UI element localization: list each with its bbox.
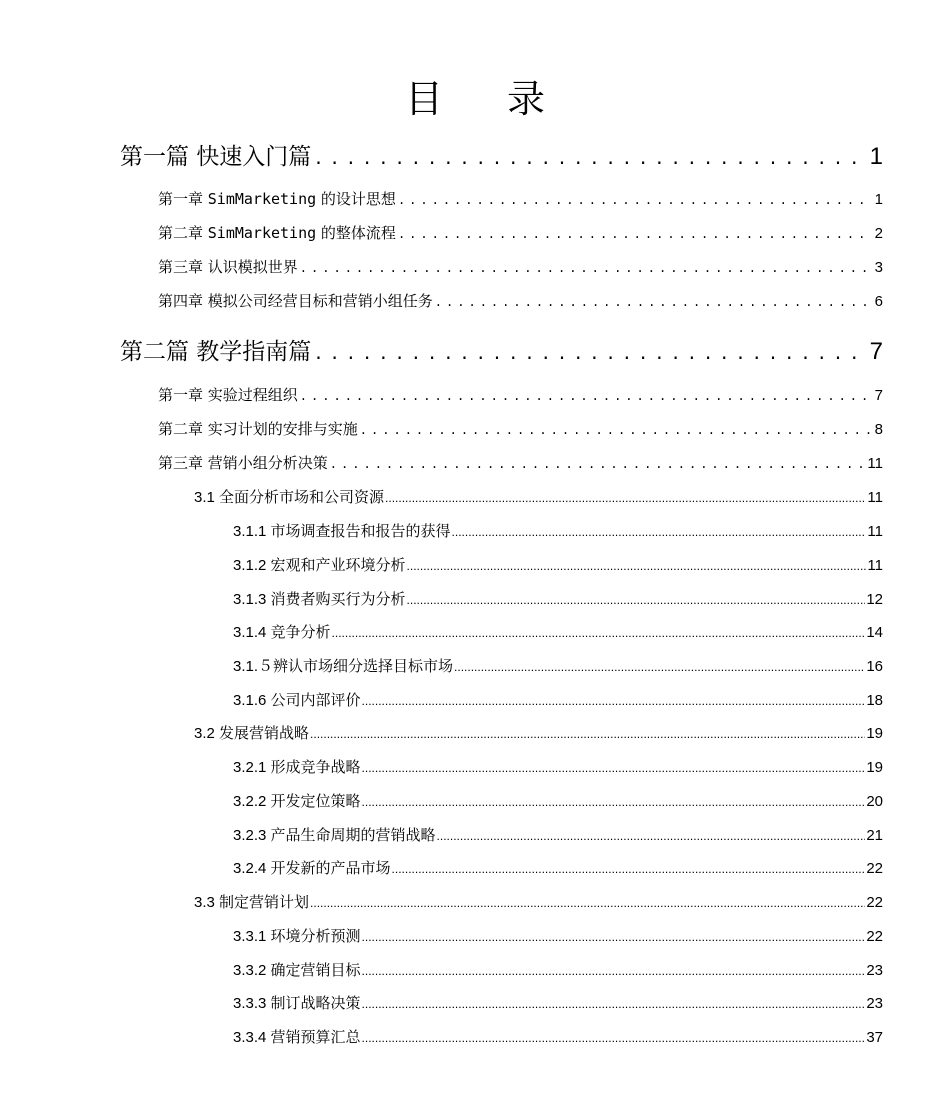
dot-leader	[360, 423, 872, 437]
dot-leader	[300, 389, 872, 403]
section-number: 3.3.4	[233, 1029, 271, 1046]
toc-subsection[interactable]	[233, 588, 883, 610]
section-title: 开发新的产品市场	[270, 859, 391, 877]
section-title: 产品生命周期的营销战略	[270, 826, 436, 844]
toc-subsection[interactable]	[233, 756, 883, 778]
toc-chapter-label	[158, 256, 298, 277]
dot-leader	[313, 344, 866, 364]
section-title: 公司内部评价	[270, 691, 361, 709]
toc-page-number: 22	[866, 928, 883, 945]
toc-page-number: 22	[866, 894, 883, 911]
chapter-title: 营销小组分析决策	[207, 454, 328, 472]
dot-leader	[362, 795, 866, 809]
toc-section-label	[233, 959, 361, 980]
toc-section-label	[233, 756, 361, 777]
section-title: 发展营销战略	[219, 724, 310, 742]
toc-page-number: 1	[874, 191, 883, 208]
toc-section-label	[233, 588, 406, 609]
chapter-prefix: 第三章	[158, 454, 208, 472]
chapter-title: 实习计划的安排与实施	[207, 420, 358, 438]
toc-page-number: 11	[867, 557, 883, 574]
toc-section-label	[194, 722, 309, 743]
section-number: 3.1.4	[233, 624, 271, 641]
chapter-prefix: 第一章	[158, 190, 208, 208]
title-char-right: 录	[507, 77, 546, 121]
toc-page-number: 22	[866, 860, 883, 877]
toc-chapter-label	[158, 290, 433, 311]
toc-page-number: 12	[866, 591, 883, 608]
dot-leader	[362, 964, 866, 978]
section-number: 3.1.6	[233, 692, 271, 709]
chapter-prefix: 第二章	[158, 224, 208, 242]
dot-leader	[407, 593, 866, 607]
section-number: 3.2.1	[233, 759, 271, 776]
dot-leader	[362, 761, 866, 775]
toc-page-number: 23	[866, 995, 883, 1012]
section-number: 3.1.2	[233, 557, 271, 574]
toc-page-number: 37	[866, 1029, 883, 1046]
page-title	[0, 68, 950, 123]
chapter-title: 认识模拟世界	[207, 258, 298, 276]
chapter-title: 的整体流程	[316, 224, 396, 242]
dot-leader	[407, 559, 867, 573]
toc-chapter-label	[158, 188, 396, 209]
section-number: 3.2	[194, 725, 220, 742]
section-number: 3.3.1	[233, 928, 271, 945]
dot-leader	[398, 227, 872, 241]
section-title: 确定营销目标	[270, 961, 361, 979]
toc-page-number: 7	[874, 387, 883, 404]
toc-subsection[interactable]	[233, 959, 883, 981]
toc-part-1[interactable]	[120, 138, 883, 170]
toc-chapter[interactable]	[158, 222, 883, 244]
dot-leader	[398, 193, 872, 207]
toc-page-number: 21	[866, 827, 883, 844]
dot-leader	[362, 930, 866, 944]
chapter-title: 模拟公司经营目标和营销小组任务	[207, 292, 433, 310]
section-title: 营销预算汇总	[270, 1028, 361, 1046]
toc-section-label	[233, 857, 391, 878]
section-title: 全面分析市场和公司资源	[219, 488, 385, 506]
toc-chapter[interactable]	[158, 290, 883, 312]
chapter-product-name: SimMarketing	[207, 190, 317, 208]
chapter-title: 实验过程组织	[207, 386, 298, 404]
section-number: 3.1.	[233, 658, 259, 675]
toc-section[interactable]	[194, 891, 883, 913]
toc-section-label	[233, 824, 436, 845]
toc-part-2[interactable]	[120, 333, 883, 365]
dot-leader	[313, 149, 866, 169]
section-number: 3.3.2	[233, 962, 271, 979]
toc-page-number: 11	[867, 455, 883, 472]
toc-section-label	[233, 520, 451, 541]
section-number: 3.2.3	[233, 827, 271, 844]
toc-section-label	[233, 655, 453, 676]
toc-section-label	[233, 790, 361, 811]
toc-chapter-label	[158, 452, 328, 473]
toc-chapter-label	[158, 222, 396, 243]
toc-page-number: 19	[866, 759, 883, 776]
toc-page-number: 1	[869, 143, 883, 170]
toc-section-label	[233, 689, 361, 710]
toc-page-number: 2	[874, 225, 883, 242]
toc-section-label	[233, 621, 331, 642]
chapter-prefix: 第二章	[158, 420, 208, 438]
toc-page-number: 7	[869, 338, 883, 365]
toc-subsection[interactable]	[233, 520, 883, 542]
chapter-prefix: 第一章	[158, 386, 208, 404]
toc-subsection[interactable]	[233, 925, 883, 947]
toc-subsection[interactable]	[233, 790, 883, 812]
toc-chapter-label	[158, 418, 358, 439]
toc-section-label	[233, 925, 361, 946]
dot-leader	[385, 491, 866, 505]
toc-section[interactable]	[194, 722, 883, 744]
title-char-left: 目	[404, 77, 443, 121]
section-title: 形成竞争战略	[270, 758, 361, 776]
toc-subsection[interactable]	[233, 621, 883, 643]
dot-leader	[310, 896, 865, 910]
toc-page-number: 11	[867, 523, 883, 540]
section-title: 宏观和产业环境分析	[270, 556, 406, 574]
dot-leader	[330, 457, 865, 471]
toc-page-number: 23	[866, 962, 883, 979]
section-number: 3.2.4	[233, 860, 271, 877]
section-title: 开发定位策略	[270, 792, 361, 810]
toc-chapter[interactable]	[158, 384, 883, 406]
toc-chapter[interactable]	[158, 188, 883, 210]
toc-page-number: 11	[867, 489, 883, 506]
toc-page-number: 19	[866, 725, 883, 742]
chapter-prefix: 第三章	[158, 258, 208, 276]
toc-subsection[interactable]	[233, 824, 883, 846]
toc-chapter-label	[158, 384, 298, 405]
toc-subsection[interactable]	[233, 655, 883, 677]
section-number: 3.1	[194, 489, 220, 506]
toc-page-number: 6	[874, 293, 883, 310]
toc-page-number: 18	[866, 692, 883, 709]
toc-subsection[interactable]	[233, 554, 883, 576]
toc-subsection[interactable]	[233, 1026, 883, 1048]
section-number: 3.1.3	[233, 591, 271, 608]
section-title: 竞争分析	[270, 623, 331, 641]
toc-subsection[interactable]	[233, 992, 883, 1014]
toc-page-number: 8	[874, 421, 883, 438]
toc-section-label	[233, 554, 406, 575]
dot-leader	[362, 1031, 866, 1045]
section-number: 3.3	[194, 894, 220, 911]
toc-chapter[interactable]	[158, 256, 883, 278]
dot-leader	[310, 727, 865, 741]
section-title: 制订战略决策	[270, 994, 361, 1012]
dot-leader	[435, 295, 872, 309]
chapter-title: 的设计思想	[316, 190, 396, 208]
toc-subsection[interactable]	[233, 857, 883, 879]
section-title: 环境分析预测	[270, 927, 361, 945]
chapter-prefix: 第四章	[158, 292, 208, 310]
section-number: 3.2.2	[233, 793, 271, 810]
section-number: 3.1.1	[233, 523, 271, 540]
toc-page-number: 16	[866, 658, 883, 675]
toc-section-label	[233, 1026, 361, 1047]
section-number: 3.3.3	[233, 995, 271, 1012]
toc-page-number: 3	[874, 259, 883, 276]
toc-page-number: 20	[866, 793, 883, 810]
toc-part-label: 第一篇 快速入门篇	[120, 144, 312, 170]
toc-page-number: 14	[866, 624, 883, 641]
section-title: 消费者购买行为分析	[270, 590, 406, 608]
toc-chapter[interactable]	[158, 452, 883, 474]
toc-section[interactable]	[194, 486, 883, 508]
dot-leader	[332, 626, 866, 640]
toc-subsection[interactable]	[233, 689, 883, 711]
section-title: 制定营销计划	[219, 893, 310, 911]
dot-leader	[362, 694, 866, 708]
toc-section-label	[233, 992, 361, 1013]
toc-chapter[interactable]	[158, 418, 883, 440]
section-title: ５辨认市场细分选择目标市场	[258, 657, 454, 675]
chapter-product-name: SimMarketing	[207, 224, 317, 242]
dot-leader	[362, 997, 866, 1011]
dot-leader	[392, 862, 866, 876]
dot-leader	[300, 261, 872, 275]
dot-leader	[437, 829, 866, 843]
toc-section-label	[194, 486, 384, 507]
dot-leader	[452, 525, 867, 539]
dot-leader	[454, 660, 865, 674]
toc-part-label: 第二篇 教学指南篇	[120, 339, 312, 365]
toc-section-label	[194, 891, 309, 912]
section-title: 市场调查报告和报告的获得	[270, 522, 451, 540]
